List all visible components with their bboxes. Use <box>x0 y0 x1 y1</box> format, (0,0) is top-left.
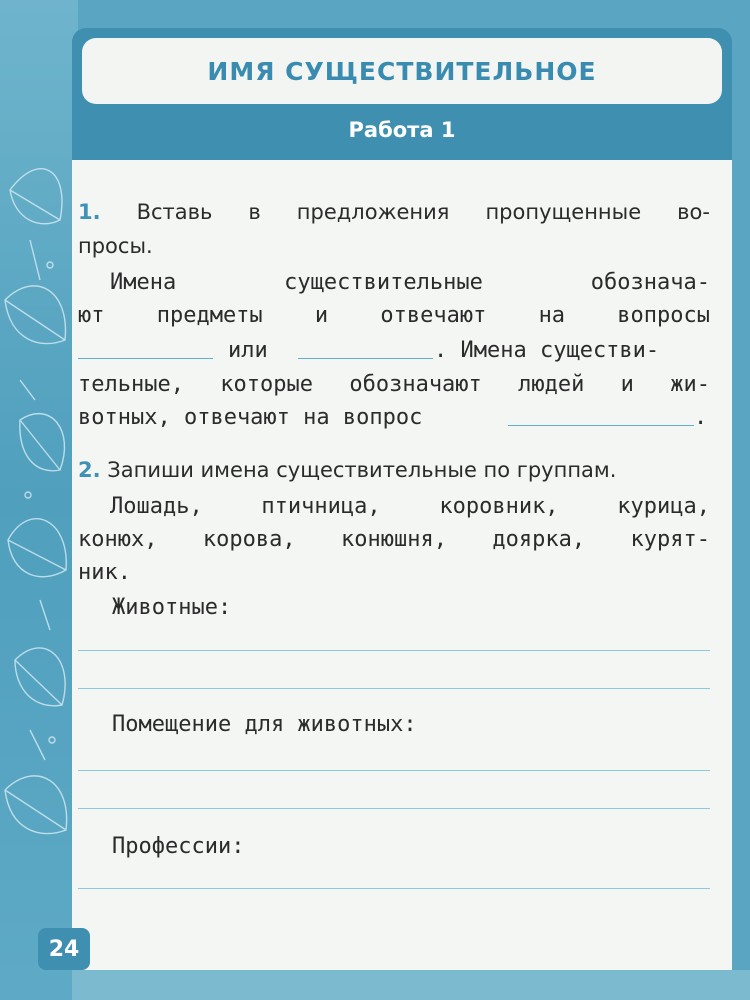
answer-line[interactable] <box>78 770 710 771</box>
task2-number: 2. <box>78 458 101 482</box>
page-number: 24 <box>48 936 80 962</box>
answer-line[interactable] <box>78 650 710 651</box>
work-label <box>72 112 732 148</box>
task2-line1: Лошадь, птичница, коровник, курица, <box>110 494 710 519</box>
task1-line5: вотных, отвечают на вопрос <box>78 405 423 430</box>
work-number: Работа 1 <box>348 118 456 142</box>
page-number-badge <box>38 928 90 970</box>
blank-1[interactable] <box>78 358 213 359</box>
answer-line[interactable] <box>78 688 710 689</box>
decorative-leaf-border <box>0 0 78 1000</box>
task1-number: 1. <box>78 200 101 224</box>
group-animals-label: Животные: <box>112 595 232 620</box>
page-title: ИМЯ СУЩЕСТВИТЕЛЬНОЕ <box>207 56 597 86</box>
bottom-strip <box>72 970 750 1000</box>
task1-line3-mid: или <box>228 338 268 363</box>
task1-line4: тельные, которые обозначают людей и жи- <box>78 372 710 397</box>
answer-line[interactable] <box>78 808 710 809</box>
task1-line3-end: . Имена существи- <box>434 338 660 363</box>
blank-3[interactable] <box>508 425 694 426</box>
blank-2[interactable] <box>298 358 433 359</box>
answer-line[interactable] <box>78 888 710 889</box>
task2-line2: конюх, корова, конюшня, доярка, курят- <box>78 527 710 552</box>
group-professions-label: Профессии: <box>112 834 245 859</box>
task1-intro-line2: просы. <box>78 234 153 258</box>
task1-line5-end: . <box>694 405 708 430</box>
title-box <box>82 38 722 104</box>
group-buildings-label: Помещение для животных: <box>112 712 417 737</box>
task2-intro: 2. Запиши имена существительные по группам. <box>78 458 617 482</box>
task1-line2: ют предметы и отвечают на вопросы <box>78 303 710 328</box>
task2-line3: ник. <box>78 560 131 585</box>
leaf-pattern-icon <box>0 0 78 1000</box>
task1-line1: Имена существительные обознача- <box>110 270 710 295</box>
task1-intro-line1: 1. Вставь в предложения пропущенные во- <box>78 200 710 224</box>
